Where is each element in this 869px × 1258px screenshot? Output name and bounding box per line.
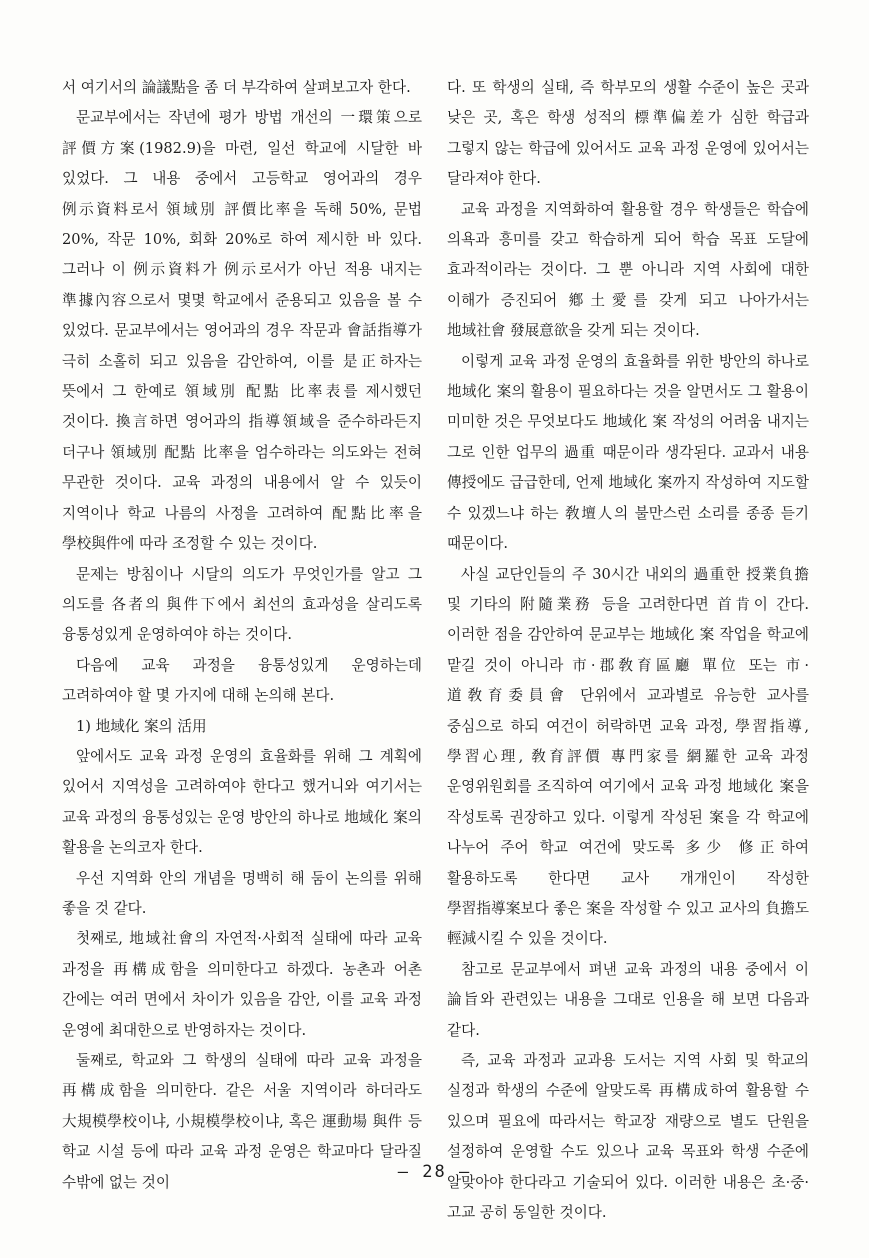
- paragraph: 참고로 문교부에서 펴낸 교육 과정의 내용 중에서 이 論旨와 관련있는 내용을 그대로 인용을 해 보면 다음과 같다.: [447, 960, 809, 1039]
- paragraph: 이렇게 교육 과정 운영의 효율화를 위한 방안의 하나로 地域化 案의 활용이 필요하다는 것을 알면서도 그 활용이 미미한 것은 무엇보다도 地域化 案 작성의 어려움 내지는 그로 인한 업무의 過重 때문이라 생각된다. 교과서 내용 傳授에도 급급한데, 언제 地域化 案까지 작성하여 지도할 수 있겠느냐 하는 敎壇人의 불만스런 소리를 종종 듣기 때문이다.: [447, 352, 809, 553]
- paragraph: 문제는 방침이나 시달의 의도가 무엇인가를 알고 그 의도를 各者의 與件下에서 최선의 효과성을 살리도록 융통성있게 운영하여야 하는 것이다.: [62, 565, 422, 644]
- right-column: [447, 73, 809, 1228]
- paragraph: 둘째로, 학교와 그 학생의 실태에 따라 교육 과정을 再構成함을 의미한다. 같은 서울 지역이라 하더라도 大規模學校이냐, 小規模學校이냐, 혹은 運動場 與件 등 학교 시설 등에 따라 교육 과정 운영은 학교마다 달라질 수밖에 없는 것이: [62, 1052, 422, 1191]
- paragraph: 다. 또 학생의 실태, 즉 학부모의 생활 수준이 높은 곳과 낮은 곳, 혹은 학생 성적의 標準偏差가 심한 학급과 그렇지 않는 학급에 있어서도 교육 과정 운영에 있어서는 달라져야 한다.: [447, 79, 809, 188]
- paragraph: 앞에서도 교육 과정 운영의 효율화를 위해 그 계획에 있어서 지역성을 고려하여야 한다고 했거니와 여기서는 교육 과정의 융통성있는 운영 방안의 하나로 地域化 案의 활용을 논의코자 한다.: [62, 747, 422, 857]
- paragraph: 다음에 교육 과정을 융통성있게 운영하는데 고려하여야 할 몇 가지에 대해 논의해 본다.: [62, 656, 422, 705]
- paragraph: 문교부에서는 작년에 평가 방법 개선의 一環策으로 評價方案(1982.9)을 마련, 일선 학교에 시달한 바 있었다. 그 내용 중에서 고등학교 영어과의 경우 例示資料로서 領域別 評價比率을 독해 50%, 문법 20%, 작문 10%, 회화 20%로 하여 제시한 바 있다. 그러나 이 例示資料가 例示로서가 아닌 적용 내지는 準據內容으로서 몇몇 학교에서 준용되고 있음을 볼 수 있었다. 문교부에서는 영어과의 경우 작문과 會話指導가 극히 소홀히 되고 있음을 감안하여, 이를 是正하자는 뜻에서 그 한예로 領域別 配點 比率表를 제시했던 것이다. 換言하면 영어과의 指導領域을 준수하라든지 더구나 領域別 配點 比率을 엄수하라는 의도와는 전혀 무관한 것이다. 교육 과정의 내용에서 알 수 있듯이 지역이나 학교 나름의 사정을 고려하여 配點比率을 學校與件에 따라 조정할 수 있는 것이다.: [62, 109, 422, 553]
- page-number: — 28 —: [397, 1162, 472, 1182]
- left-column: [62, 73, 422, 1198]
- paragraph: 교육 과정을 지역화하여 활용할 경우 학생들은 학습에 의욕과 흥미를 갖고 학습하게 되어 학습 목표 도달에 효과적이라는 것이다. 그 뿐 아니라 지역 사회에 대한 이해가 증진되어 鄕土愛를 갖게 되고 나아가서는 地域社會 發展意欲을 갖게 되는 것이다.: [447, 200, 809, 340]
- paragraph: 서 여기서의 論議點을 좀 더 부각하여 살펴보고자 한다.: [62, 79, 411, 96]
- section-heading: 1) 地域化 案의 活用: [76, 717, 207, 735]
- paragraph: 사실 교단인들의 주 30시간 내외의 過重한 授業負擔 및 기타의 附隨業務 등을 고려한다면 首肯이 간다. 이러한 점을 감안하여 문교부는 地域化 案 작업을 학교에 맡길 것이 아니라 市·郡敎育區廳 單位 또는 市·道敎育委員會 단위에서 교과별로 유능한 교사를 중심으로 하되 여건이 허락하면 교육 과정, 學習指導, 學習心理, 敎育評價 專門家를 網羅한 교육 과정 운영위원회를 조직하여 여기에서 교육 과정 地域化 案을 작성토록 권장하고 있다. 이렇게 작성된 案을 각 학교에 나누어 주어 학교 여건에 맞도록 多少 修正하여 활용하도록 한다면 교사 개개인이 작성한 學習指導案보다 좋은 案을 작성할 수 있고 교사의 負擔도 輕減시킬 수 있을 것이다.: [447, 565, 809, 948]
- paragraph: 첫째로, 地域社會의 자연적·사회적 실태에 따라 교육 과정을 再構成함을 의미한다고 하겠다. 농촌과 어촌 간에는 여러 면에서 차이가 있음을 감안, 이를 교육 과정 운영에 최대한으로 반영하자는 것이다.: [62, 930, 422, 1039]
- paragraph: 우선 지역화 안의 개념을 명백히 해 둠이 논의를 위해 좋을 것 같다.: [62, 869, 422, 917]
- paragraph: 즉, 교육 과정과 교과용 도서는 지역 사회 및 학교의 실정과 학생의 수준에 알맞도록 再構成하여 활용할 수 있으며 필요에 따라서는 학교장 재량으로 별도 단원을 설정하여 운영할 수도 있으나 교육 목표와 학생 수준에 알맞아야 한다라고 기술되어 있다. 이러한 내용은 초·중·고교 공히 동일한 것이다.: [447, 1052, 809, 1222]
